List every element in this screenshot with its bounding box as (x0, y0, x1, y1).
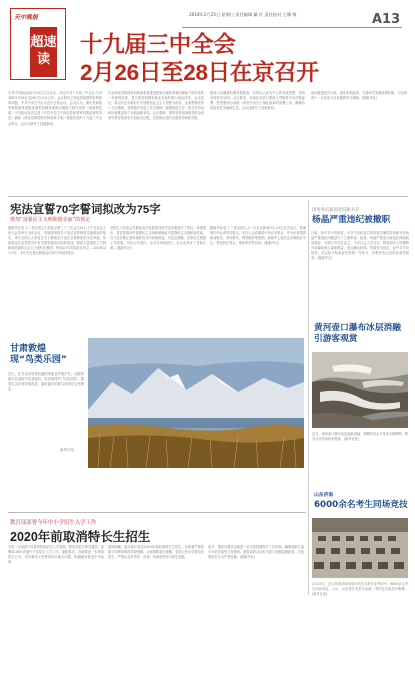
brand-logo: 天中晚报 (14, 14, 39, 21)
education-body-col3: 此外，通知还要求各地进一步完善控辍保学工作机制，确保适龄儿童少年依法接受义务教育。教育部将会同有关部门加强监督检查，对违规招生行为严肃处理。(据新华社) (208, 545, 304, 560)
education-body-col2: 通知明确，逐步减少直至2020年前取消特长生招生。各地要严格控制义务教育阶段学校班额，全面消除超大班额。坚持公民办学校同步招生，严禁以各类考试、竞赛、培训成绩作为招生依据。 (108, 545, 204, 560)
section-logo-box (10, 8, 66, 80)
header-rule (182, 27, 402, 28)
constitution-body-col3: 据新华社电 十三届全国人大一次会议新闻中心23日正式运行，受理境内外记者采访报名。本次大会将邀请中外记者采访，并为记者提供新闻发布、采访联络、网络服务等便利。新闻中心设在北京梅地亚中心，将组织记者会、集体采访等活动。(据新华社) (210, 226, 306, 246)
lead-body-col4: 加快推进依法行政，深化机构改革，完善科学发展体制机制，为实现两个一百年奋斗目标提供有力保障。(据新华社) (311, 91, 407, 101)
lead-body-col1: 中共中央政治局2月24日召开会议，决定中共十九届三中全会于2018年2月26日至28日在北京召开。会议研究了深化党和国家机构改革问题，中共中央总书记习近平主持会议。会议认为，深化党和国家机构改革是推进国家治理体系和治理能力现代化的一场深刻变革。中央政治局决定将《中共中央关于深化党和国家机构改革的决定》稿和《深化党和国家机构改革方案》稿提请党的十九届三中全会审议。会议还研究了其他事项。 (8, 91, 102, 126)
yellow-river-headline (314, 323, 401, 345)
yellow-river-headline-line2: 引游客观赏 (314, 334, 358, 344)
education-headline: 2020年前取消特长生招生 (10, 530, 151, 544)
constitution-body-col2: 全国人大常委会对修改宪法宣誓誓词的决定草案进行了审议。草案提出，将宣誓誓词中富强民主文明和谐修改为富强民主文明和谐美丽，以与宪法修正案草案的有关内容相衔接。决定还明确，宣誓仪式根据工作需要，可以公开进行，也可以单独进行。会议还审议了其他议案。(据新华社) (110, 226, 206, 251)
yellow-river-photo (312, 352, 408, 428)
sidebar-top-headline: 杨晶严重违纪被撤职 (312, 215, 391, 225)
gansu-headline (10, 344, 67, 366)
sidebar-divider (308, 200, 309, 595)
jinan-headline: 6000余名考生同场竞技 (314, 500, 408, 510)
lead-headline-line2: 2月26日至28日在京召开 (80, 60, 319, 85)
lead-body-col2: 决定深化党和国家机构改革是推进国家治理体系和治理能力现代化的一场深刻变革，是关系党和国家事业全局的重大政治任务。会议指出，要以习近平新时代中国特色社会主义思想为指导，全面贯彻党的十九大精神，坚持稳中求进工作总基调，统筹推进五位一体总体布局和协调推进四个全面战略布局。会议强调，要把坚持和加强党的全面领导贯穿改革各方面和全过程，完善保证党的全面领导制度安排。 (108, 91, 204, 121)
jinan-photo (312, 518, 408, 578)
gansu-headline-line1: 甘肃敦煌 (10, 344, 47, 354)
yellow-river-body: 近日，黄河壶口瀑布冰层逐渐消融，奔腾的河水与残冰交相辉映，吸引众多游客前来观赏。(新华社发) (312, 432, 408, 442)
sidebar-top-kicker: 国务委员兼国务院秘书长 (312, 208, 360, 213)
gansu-headline-line2: 现“鸟类乐园” (10, 355, 67, 365)
constitution-deck: 增加“富强民主文明和谐美丽”的规定 (10, 217, 91, 223)
education-kicker: 教育部部署今年中小学招生入学工作 (10, 520, 97, 526)
lead-body-col3: 建设人民满意的服务型政府，坚持以人民为中心的发展思想，坚持全面依法治国。会议要求，各地区各部门要深入贯彻党中央决策部署，把思想和行动统一到党中央关于深化改革的部署上来，确保各项改革任务落地生效。会议还研究了其他事项。 (210, 91, 305, 111)
lead-headline-line1: 十九届三中全会 (80, 32, 236, 57)
gansu-photo (88, 338, 304, 468)
gansu-credit: 新华社发 (60, 448, 74, 452)
education-body-col1: 为进一步加强义务教育阶段招生入学管理，教育部近日印发通知，部署2018年普通中小学招生入学工作。通知要求，各地要进一步规范招生行为，切实解决义务教育热点难点问题，积极稳妥推进中考改革。 (8, 545, 104, 565)
lead-headline (80, 31, 410, 87)
jinan-body: 2月25日，在山东省济南市举行的艺术类专业考试中，6000余名考生同场竞技。当日，山东省艺术类专业统一考试在济南拉开帷幕。(新华社发) (312, 582, 408, 597)
constitution-headline: 宪法宣誓70字誓词拟改为75字 (10, 204, 161, 216)
sidebar-top-body: 日前，经中共中央批准，中共中央纪委对国务委员兼国务院秘书长杨晶严重违纪问题进行了立案审查。经查，杨晶严重违反政治纪律和政治规矩，长期与不法企业主、不法社会人员交往，利用职务上的便利为亲属和他人谋取利益，违反廉洁纪律。依据有关规定，经中共中央批准，决定给予杨晶留党察看一年处分，按程序免去其国务委员职务。(据新华社) (311, 231, 409, 261)
dateline: 2018年2月25日 星期日 责任编辑 戴 红 责任校对 王娜 敏 (189, 12, 297, 17)
section-label: 超速读 (30, 27, 57, 77)
page-number: A13 (372, 12, 401, 27)
constitution-body-col1: 据新华社电 十二届全国人大常委会第三十三次会议24日上午在北京人民大会堂举行全体会议，听取国务院关于宪法宣誓制度实施情况的报告，审议全国人大常委会关于修改实行宪法宣誓制度的决定草案。草案将宪法宣誓誓词中有关国家建设目标的表述，修改为富强民主文明和谐美丽的社会主义现代化强国，誓词由70字拟改为75字。2018年2月1日，中共中央提出修改宪法部分内容的建议。 (8, 226, 106, 256)
gansu-body: 近日，在甘肃省敦煌西湖国家级自然保护区，成群的候鸟在湿地中觅食嬉戏，形成独特的“鸟类乐园”。随着生态环境持续改善，越来越多的候鸟选择在这里栖息。 (8, 372, 84, 392)
section-divider (8, 196, 408, 197)
jinan-kicker: 山东济南 (314, 493, 334, 498)
education-divider (8, 512, 306, 513)
yellow-river-headline-line1: 黄河壶口瀑布冰层消融 (314, 323, 401, 333)
